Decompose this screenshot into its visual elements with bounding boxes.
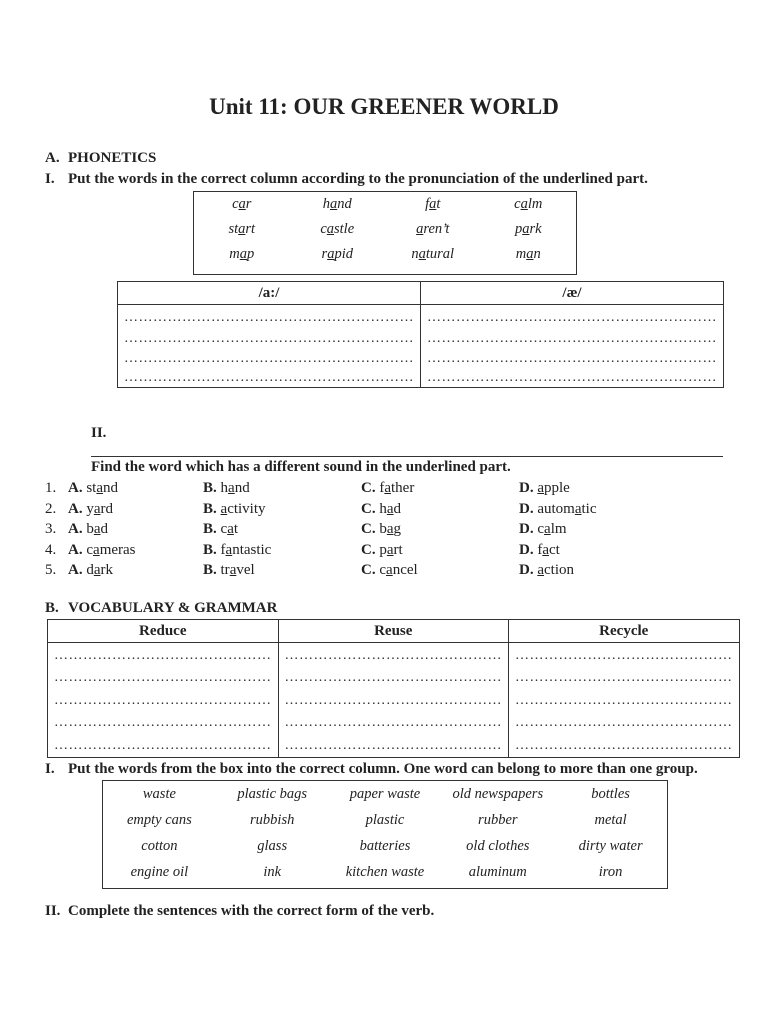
answer-option[interactable]: C. bag xyxy=(361,521,402,537)
answer-option[interactable]: A. stand xyxy=(68,480,119,496)
underlined-letter: a xyxy=(238,221,246,237)
underlined-letter: a xyxy=(228,480,235,496)
question-number: 3. xyxy=(45,521,57,537)
answer-option[interactable]: B. hand xyxy=(203,480,250,496)
word-item: iron xyxy=(598,863,623,880)
underlined-letter: a xyxy=(220,500,228,517)
word-item: ink xyxy=(263,863,282,880)
underlined-letter: a xyxy=(522,221,530,237)
word-item: kitchen waste xyxy=(345,863,425,880)
dotted-line: ……………………………………… xyxy=(284,692,502,708)
answer-option[interactable]: A. bad xyxy=(68,521,109,537)
underlined-letter: a xyxy=(386,500,394,517)
column-header-reuse: Reuse xyxy=(278,620,509,643)
answer-option[interactable]: D. calm xyxy=(519,521,567,537)
exercise-1-instruction: Put the words in the correct column according to the pronunciation of the underlined part. xyxy=(68,171,648,187)
phonetics-sort-table xyxy=(117,281,724,388)
answer-option[interactable]: D. apple xyxy=(519,480,570,496)
underlined-letter: a xyxy=(239,246,247,262)
exercise-b2-instruction: Complete the sentences with the correct form of the verb. xyxy=(68,903,435,919)
underlined-letter: a xyxy=(326,221,335,237)
underlined-letter: a xyxy=(238,196,246,212)
word-item: hand xyxy=(322,196,352,212)
dotted-line: ……………………………………… xyxy=(54,670,272,685)
answer-option[interactable]: C. father xyxy=(361,480,415,496)
column-header-ae: /æ/ xyxy=(421,282,724,305)
dotted-line: ……………………………………… xyxy=(54,715,272,730)
section-b-label: B. xyxy=(45,600,59,616)
word-row xyxy=(103,859,667,885)
answer-option[interactable]: B. travel xyxy=(203,562,255,578)
word-row xyxy=(103,807,667,833)
answer-cell-a-long[interactable] xyxy=(118,305,421,388)
word-row xyxy=(194,217,576,242)
section-a-title: PHONETICS xyxy=(68,150,157,166)
word-item: man xyxy=(515,246,541,262)
word-item: aren’t xyxy=(416,221,450,237)
section-a-label: A. xyxy=(45,150,60,166)
underlined-letter: a xyxy=(542,541,550,558)
underlined-letter: a xyxy=(330,196,338,212)
word-item: plastic xyxy=(365,811,405,828)
dotted-line: ……………………………………… xyxy=(515,692,733,708)
exercise-b2-number: II. xyxy=(45,903,61,919)
underlined-letter: a xyxy=(416,221,424,237)
question-list xyxy=(0,480,768,590)
underlined-letter: a xyxy=(418,246,426,262)
word-item: glass xyxy=(257,837,288,854)
divider-line xyxy=(91,456,723,457)
word-row xyxy=(103,833,667,859)
underlined-letter: a xyxy=(537,562,545,578)
vocabulary-sort-table xyxy=(47,619,740,758)
answer-option[interactable]: B. fantastic xyxy=(203,541,272,558)
word-item: castle xyxy=(320,221,355,237)
underlined-letter: a xyxy=(544,521,551,537)
underlined-letter: a xyxy=(96,480,104,496)
question-number: 5. xyxy=(45,562,57,578)
answer-option[interactable]: A. cameras xyxy=(68,541,136,558)
phonetics-word-box xyxy=(193,191,577,275)
word-item: metal xyxy=(594,811,627,828)
underlined-letter: a xyxy=(229,562,237,578)
dotted-line: …………………………………………………… xyxy=(124,331,414,346)
word-item: rubbish xyxy=(250,811,295,828)
word-item: natural xyxy=(411,246,455,262)
word-item: engine oil xyxy=(130,863,189,880)
answer-option[interactable]: B. activity xyxy=(203,500,266,517)
answer-cell-reduce[interactable] xyxy=(48,643,279,758)
word-item: dirty water xyxy=(578,837,643,854)
section-b-title: VOCABULARY & GRAMMAR xyxy=(68,600,278,616)
word-item: plastic bags xyxy=(237,785,308,802)
underlined-letter: a xyxy=(93,521,101,537)
exercise-2-instruction: Find the word which has a different sound in the underlined part. xyxy=(91,459,511,475)
dotted-line: ……………………………………… xyxy=(54,648,272,663)
underlined-letter: a xyxy=(574,500,582,517)
dotted-line: …………………………………………………… xyxy=(427,310,717,325)
page-title: Unit 11: OUR GREENER WORLD xyxy=(209,94,559,119)
underlined-letter: a xyxy=(386,521,394,537)
word-row xyxy=(103,781,667,807)
underlined-letter: a xyxy=(526,246,534,262)
answer-option[interactable]: A. yard xyxy=(68,500,114,517)
dotted-line: ……………………………………… xyxy=(515,737,733,753)
dotted-line: ……………………………………… xyxy=(284,715,502,730)
vocabulary-word-box xyxy=(102,780,668,889)
underlined-letter: a xyxy=(386,541,394,558)
word-item: fat xyxy=(425,196,441,212)
word-item: map xyxy=(229,246,255,262)
underlined-letter: a xyxy=(93,500,101,517)
answer-option[interactable]: A. dark xyxy=(68,562,114,578)
word-item: calm xyxy=(514,196,543,212)
underlined-letter: a xyxy=(93,562,101,578)
answer-cell-recycle[interactable] xyxy=(509,643,740,758)
exercise-2-number: II. xyxy=(91,425,107,441)
answer-option[interactable]: C. cancel xyxy=(361,562,418,578)
dotted-line: …………………………………………………… xyxy=(427,370,717,385)
word-item: batteries xyxy=(359,837,411,854)
word-item: start xyxy=(228,221,256,237)
dotted-line: ……………………………………… xyxy=(515,670,733,685)
exercise-b1-number: I. xyxy=(45,761,55,777)
word-item: paper waste xyxy=(349,785,421,802)
dotted-line: ……………………………………… xyxy=(515,648,733,663)
underlined-letter: a xyxy=(225,541,233,558)
dotted-line: ……………………………………… xyxy=(284,737,502,753)
column-header-reduce: Reduce xyxy=(48,620,279,643)
underlined-letter: a xyxy=(384,480,392,496)
word-item: old newspapers xyxy=(452,785,544,802)
answer-option[interactable]: C. part xyxy=(361,541,403,558)
column-header-a-long: /a:/ xyxy=(118,282,421,305)
dotted-line: ……………………………………… xyxy=(284,648,502,663)
underlined-letter: a xyxy=(429,196,437,212)
underlined-letter: a xyxy=(327,246,335,262)
word-item: rubber xyxy=(478,811,518,828)
dotted-line: …………………………………………………… xyxy=(427,351,717,366)
answer-cell-reuse[interactable] xyxy=(278,643,509,758)
word-item: empty cans xyxy=(126,811,192,828)
word-item: bottles xyxy=(591,785,630,802)
word-item: aluminum xyxy=(468,863,527,880)
dotted-line: …………………………………………………… xyxy=(427,331,717,346)
underlined-letter: a xyxy=(227,521,234,537)
dotted-line: ……………………………………… xyxy=(515,715,733,730)
dotted-line: …………………………………………………… xyxy=(124,370,414,385)
exercise-1-number: I. xyxy=(45,171,55,187)
question-number: 1. xyxy=(45,480,57,496)
dotted-line: ……………………………………… xyxy=(54,737,272,753)
word-item: car xyxy=(232,196,252,212)
answer-option[interactable]: D. action xyxy=(519,562,575,578)
underlined-letter: a xyxy=(386,562,393,578)
dotted-line: ……………………………………… xyxy=(284,670,502,685)
word-item: old clothes xyxy=(466,837,530,854)
dotted-line: ……………………………………… xyxy=(54,692,272,708)
underlined-letter: a xyxy=(93,541,100,558)
answer-option[interactable]: C. had xyxy=(361,500,402,517)
question-number: 4. xyxy=(45,541,57,558)
answer-cell-ae[interactable] xyxy=(421,305,724,388)
underlined-letter: a xyxy=(537,480,545,496)
answer-option[interactable]: D. automatic xyxy=(519,500,597,517)
word-item: park xyxy=(514,221,542,237)
answer-option[interactable]: B. cat xyxy=(203,521,239,537)
word-item: waste xyxy=(142,785,176,802)
dotted-line: …………………………………………………… xyxy=(124,351,414,366)
word-item: rapid xyxy=(321,246,353,262)
exercise-b1-instruction: Put the words from the box into the correct column. One word can belong to more than one group. xyxy=(68,761,698,777)
underlined-letter: a xyxy=(520,196,528,212)
question-number: 2. xyxy=(45,500,57,517)
answer-option[interactable]: D. fact xyxy=(519,541,560,558)
column-header-recycle: Recycle xyxy=(509,620,740,643)
word-row xyxy=(194,242,576,267)
word-item: cotton xyxy=(141,837,178,854)
dotted-line: …………………………………………………… xyxy=(124,310,414,325)
word-row xyxy=(194,192,576,217)
